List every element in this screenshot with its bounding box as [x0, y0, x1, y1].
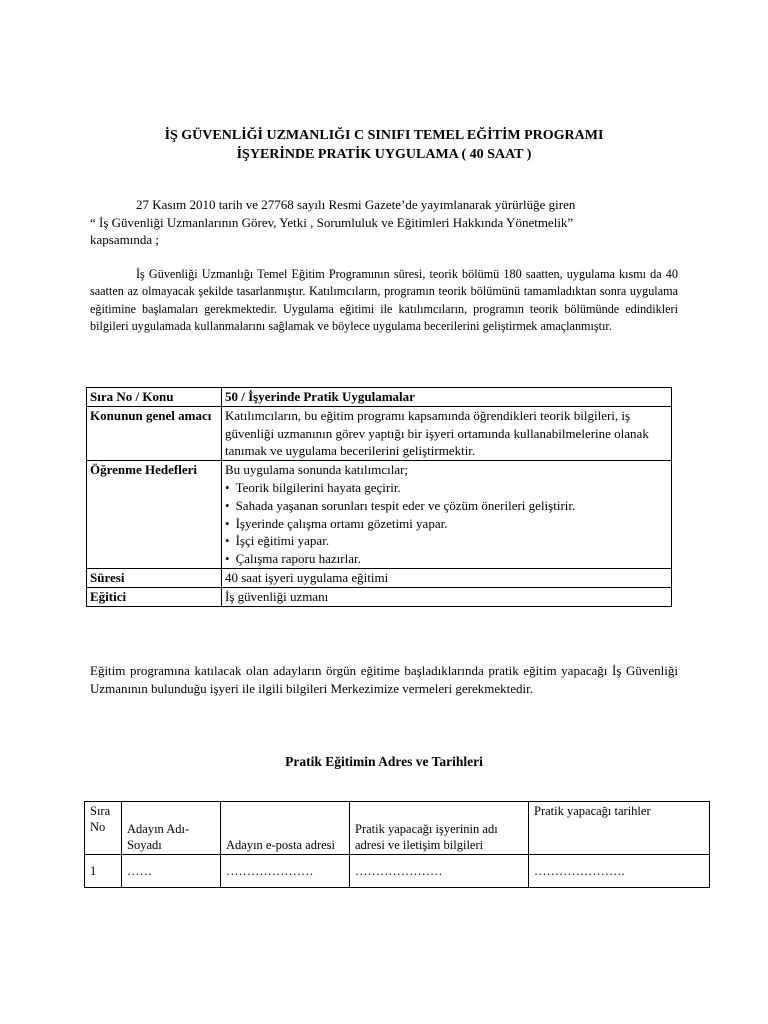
objective-item: • İşyerinde çalışma ortamı gözetimi yapar.: [225, 515, 668, 533]
header-aday-adi: Adayın Adı-Soyadı: [122, 802, 221, 855]
intro-line-3: kapsamında ;: [90, 232, 159, 247]
duration-label: Süresi: [87, 568, 222, 587]
cell-aday-adi: ……: [122, 855, 221, 888]
objectives-cell: [222, 461, 672, 569]
objectives-list: [225, 479, 668, 568]
header-aday-eposta: Adayın e-posta adresi: [221, 802, 350, 855]
header-tarihler: Pratik yapacağı tarihler: [529, 802, 710, 855]
header-isyeri-bilgileri: Pratik yapacağı işyerinin adı adresi ve iletişim bilgileri: [350, 802, 529, 855]
objectives-label: Öğrenme Hedefleri: [87, 461, 222, 569]
table-row: [85, 855, 710, 888]
purpose-text: Katılımcıların, bu eğitim programı kapsamında öğrendikleri teorik bilgileri, iş güvenliği uzmanının görev yaptığı bir işyeri ortamında kullanabilmelerine olanak tanımak ve uygulama becerilerini geliştirmektir.: [222, 406, 672, 460]
objective-item: • Çalışma raporu hazırlar.: [225, 550, 668, 568]
header-left-cell: Sıra No / Konu: [87, 388, 222, 407]
document-title: İŞ GÜVENLİĞİ UZMANLIĞI C SINIFI TEMEL EĞİTİM PROGRAMI: [164, 128, 604, 143]
intro-paragraph: [90, 196, 678, 249]
cell-tarihler: ………………….: [529, 855, 710, 888]
intro-line-1: 27 Kasım 2010 tarih ve 27768 sayılı Resmi Gazete’de yayımlanarak yürürlüğe giren: [136, 197, 576, 212]
objectives-row: [87, 461, 672, 569]
header-right-cell: 50 / İşyerinde Pratik Uygulamalar: [222, 388, 672, 407]
purpose-label: Konunun genel amacı: [87, 406, 222, 460]
notice-paragraph: Eğitim programına katılacak olan adayların örgün eğitime başladıklarında pratik eğitim yapacağı İş Güvenliği Uzmanının bulunduğu işyeri ile ilgili bilgileri Merkezimize vermeleri gerekmektedir.: [90, 663, 678, 696]
cell-sira-no: 1: [85, 855, 122, 888]
objectives-intro: Bu uygulama sonunda katılımcılar;: [225, 462, 409, 478]
objective-item: • İşçi eğitimi yapar.: [225, 532, 668, 550]
cell-aday-eposta: …………………: [221, 855, 350, 888]
purpose-row: [87, 406, 672, 460]
objective-item: • Sahada yaşanan sorunları tespit eder ve çözüm önerileri geliştirir.: [225, 497, 668, 515]
intro-line-2: “ İş Güvenliği Uzmanlarının Görev, Yetki , Sorumluluk ve Eğitimleri Hakkında Yönetmelik”: [90, 214, 574, 230]
description-paragraph: İş Güvenliği Uzmanlığı Temel Eğitim Programının süresi, teorik bölümü 180 saatten, uygulama kısmı da 40 saatten az olmayacak şekilde tasarlanmıştır. Katılımcıların, programın teorik bölümünü tamamladıktan sonra uygulama eğitimine başlamaları gerekmektedir. Uygulama eğitimi ile katılımcıların, programın teorik bölümünde edindikleri bilgileri uygulamada kullanmalarını sağlamak ve böylece uygulama becerilerini geliştirmek amaçlanmıştır.: [90, 267, 678, 333]
program-table: [86, 387, 672, 607]
objective-item: • Teorik bilgilerini hayata geçirir.: [225, 479, 668, 497]
trainer-label: Eğitici: [87, 587, 222, 606]
header-sira-no: Sıra No: [85, 802, 122, 855]
trainer-row: [87, 587, 672, 606]
trainer-text: İş güvenliği uzmanı: [222, 587, 672, 606]
duration-row: [87, 568, 672, 587]
section-title: Pratik Eğitimin Adres ve Tarihleri: [285, 754, 483, 769]
program-table-header-row: [87, 388, 672, 407]
document-subtitle: İŞYERİNDE PRATİK UYGULAMA ( 40 SAAT ): [236, 147, 532, 162]
cell-isyeri-bilgileri: …………………: [350, 855, 529, 888]
address-table-header-row: [85, 802, 710, 855]
duration-text: 40 saat işyeri uygulama eğitimi: [222, 568, 672, 587]
address-table: [84, 801, 710, 888]
